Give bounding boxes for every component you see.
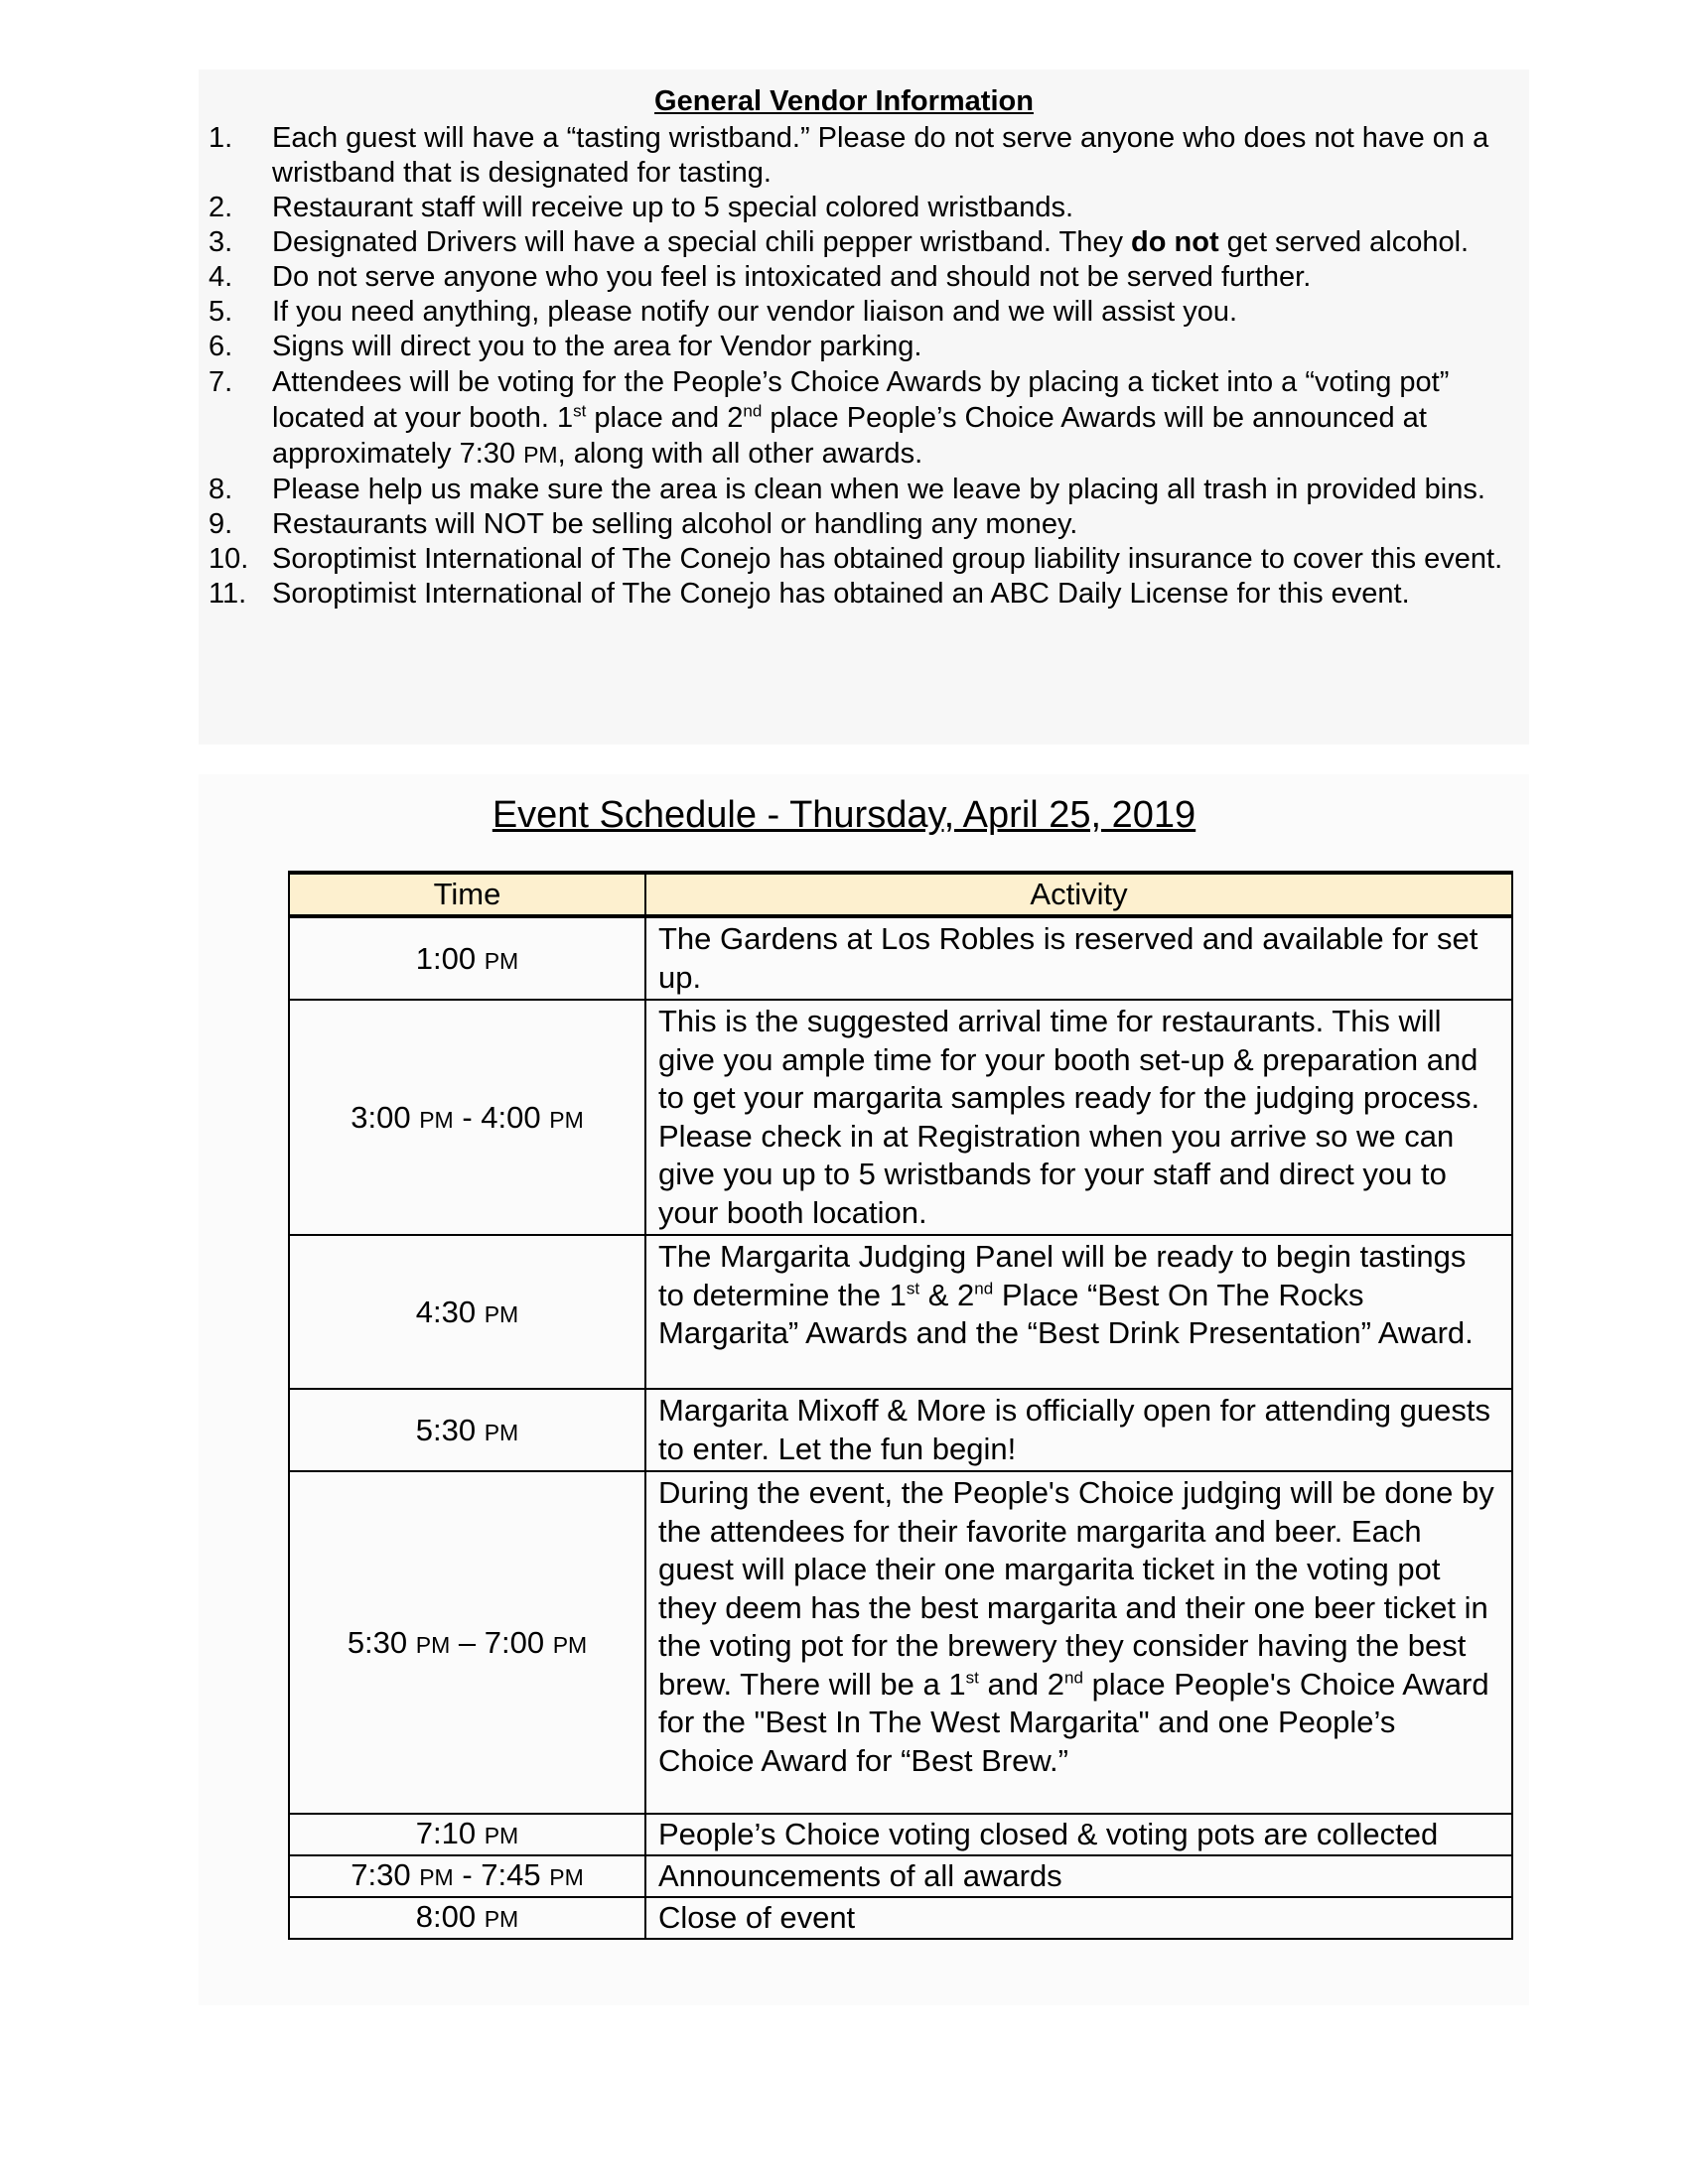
time-cell: 3:00 PM - 4:00 PM: [289, 1000, 645, 1235]
vendor-info-title: General Vendor Information: [654, 85, 1034, 117]
rule-item: 7. Attendees will be voting for the People’s Choice Awards by placing a ticket into a “voting pot” located at your booth. 1st place and 2nd place People’s Choice Awards will be announced at approximately 7:30 PM, along with all other awards.: [209, 366, 1450, 470]
time-cell: 7:30 PM - 7:45 PM: [289, 1855, 645, 1897]
header-time: Time: [289, 873, 645, 916]
activity-cell: During the event, the People's Choice judging will be done by the attendees for their favorite margarita and beer. Each guest will place their one margarita ticket in the voting pot they deem has the best margarita and their one beer ticket in the voting pot for the brewery they consider having the best brew. There will be a 1st and 2nd place People's Choice Award for the "Best In The West Margarita" and one People’s Choice Award for “Best Brew.”: [645, 1471, 1512, 1814]
table-row: [289, 1855, 1512, 1897]
time-cell: 7:10 PM: [289, 1814, 645, 1855]
table-row: [289, 1389, 1512, 1471]
rule-item: 10. Soroptimist International of The Conejo has obtained group liability insurance to cover this event.: [209, 543, 1503, 575]
rule-item: 9. Restaurants will NOT be selling alcohol or handling any money.: [209, 508, 1078, 540]
table-row: [289, 1235, 1512, 1389]
activity-cell: Close of event: [645, 1897, 1512, 1939]
activity-cell: This is the suggested arrival time for restaurants. This will give you ample time for your booth set-up & preparation and to get your margarita samples ready for the judging process. Please check in at Registration when you arrive so we can give you up to 5 wristbands for your staff and direct you to your booth location.: [645, 1000, 1512, 1235]
rule-item: 2. Restaurant staff will receive up to 5 special colored wristbands.: [209, 192, 1074, 223]
table-row: [289, 1000, 1512, 1235]
time-cell: 8:00 PM: [289, 1897, 645, 1939]
table-row: [289, 1814, 1512, 1855]
header-activity: Activity: [645, 873, 1512, 916]
table-row: [289, 1897, 1512, 1939]
activity-cell: The Margarita Judging Panel will be ready to begin tastings to determine the 1st & 2nd Place “Best On The Rocks Margarita” Awards and the “Best Drink Presentation” Award.: [645, 1235, 1512, 1389]
time-cell: 1:00 PM: [289, 916, 645, 1000]
table-row: [289, 1471, 1512, 1814]
rule-item: 6. Signs will direct you to the area for Vendor parking.: [209, 331, 922, 362]
schedule-header-row: [289, 873, 1512, 916]
rule-item: 11. Soroptimist International of The Conejo has obtained an ABC Daily License for this event.: [209, 578, 1410, 610]
rule-item: 4. Do not serve anyone who you feel is intoxicated and should not be served further.: [209, 261, 1312, 293]
activity-cell: The Gardens at Los Robles is reserved and available for set up.: [645, 916, 1512, 1000]
time-cell: 5:30 PM: [289, 1389, 645, 1471]
schedule-table: [288, 871, 1513, 1940]
time-cell: 4:30 PM: [289, 1235, 645, 1389]
schedule-title: Event Schedule - Thursday, April 25, 2019: [492, 794, 1196, 836]
activity-cell: Announcements of all awards: [645, 1855, 1512, 1897]
rule-item: 5. If you need anything, please notify our vendor liaison and we will assist you.: [209, 296, 1238, 328]
rule-item: 1. Each guest will have a “tasting wristband.” Please do not serve anyone who does not have on a wristband that is designated for tasting.: [209, 122, 1489, 189]
rule-item: 8. Please help us make sure the area is clean when we leave by placing all trash in provided bins.: [209, 474, 1485, 505]
rule-item: 3. Designated Drivers will have a special chili pepper wristband. They do not get served alcohol.: [209, 226, 1470, 258]
table-row: [289, 916, 1512, 1000]
time-cell: 5:30 PM – 7:00 PM: [289, 1471, 645, 1814]
activity-cell: People’s Choice voting closed & voting pots are collected: [645, 1814, 1512, 1855]
vendor-rules-list: [209, 121, 1529, 612]
activity-cell: Margarita Mixoff & More is officially open for attending guests to enter. Let the fun begin!: [645, 1389, 1512, 1471]
